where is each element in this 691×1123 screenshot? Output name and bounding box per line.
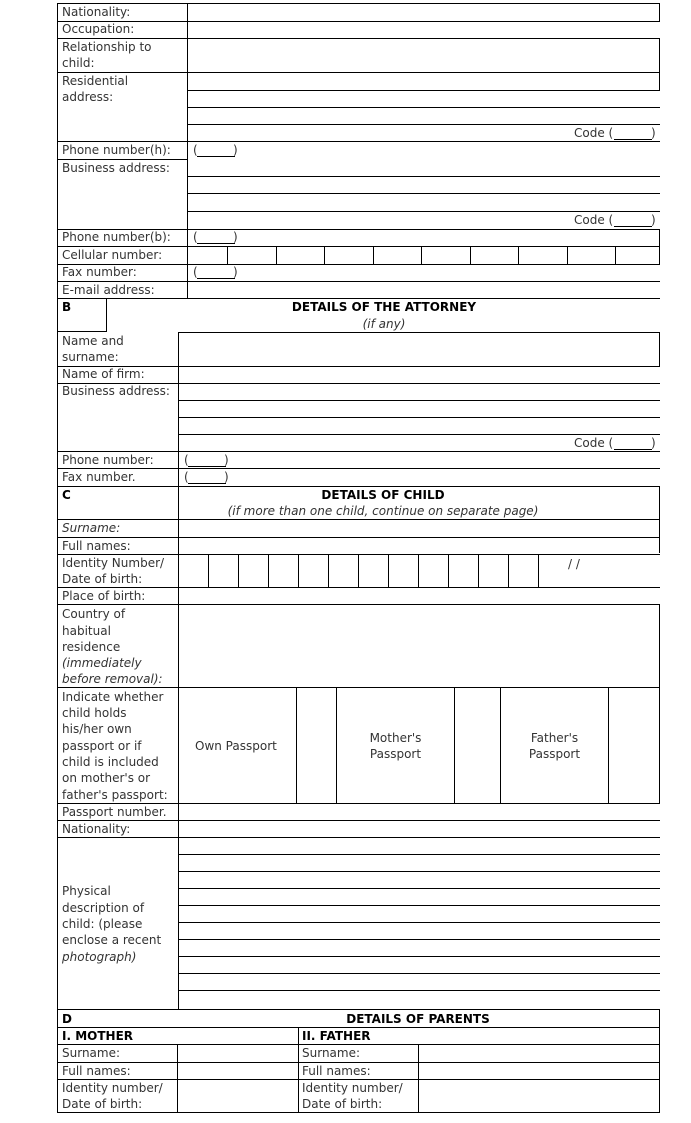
- mother-surname-label: Surname:: [62, 1046, 121, 1060]
- phone-h-label: Phone number(h):: [62, 143, 171, 157]
- father-heading: II. FATHER: [302, 1029, 371, 1043]
- cellular-label: Cellular number:: [62, 248, 163, 262]
- passport-question-3: his/her own: [62, 722, 132, 736]
- passport-question-1: Indicate whether: [62, 690, 164, 704]
- section-d-letter: D: [62, 1012, 72, 1026]
- fathers-passport-label-1: Father's: [530, 731, 579, 745]
- attorney-fax-close: ): [224, 470, 229, 484]
- phone-b-label: Phone number(b):: [62, 230, 171, 244]
- firm-label: Name of firm:: [62, 367, 145, 381]
- mother-id-label-1: Identity number/: [62, 1081, 163, 1095]
- fax-close: ): [233, 265, 238, 279]
- attorney-code-close: ): [651, 436, 656, 450]
- passport-question-6: on mother's or: [62, 771, 151, 785]
- father-full-names-label: Full names:: [302, 1064, 371, 1078]
- place-of-birth-label: Place of birth:: [62, 589, 146, 603]
- mothers-passport-label-2: Passport: [369, 747, 422, 761]
- attorney-phone-close: ): [224, 453, 229, 467]
- child-surname-label: Surname:: [62, 521, 121, 535]
- section-d-title: DETAILS OF PARENTS: [346, 1012, 490, 1026]
- father-id-label-2: Date of birth:: [302, 1097, 383, 1111]
- attorney-business-label: Business address:: [62, 384, 170, 398]
- child-id-label-1: Identity Number/: [62, 556, 165, 570]
- child-id-label-2: Date of birth:: [62, 572, 143, 586]
- attorney-fax-label: Fax number.: [62, 470, 136, 484]
- passport-number-label: Passport number.: [62, 805, 167, 819]
- residential-label-1: Residential: [62, 74, 129, 88]
- physical-description-4: enclose a recent: [62, 933, 162, 947]
- section-b-subtitle: (if any): [362, 317, 406, 331]
- country-label-1: Country of: [62, 607, 126, 621]
- physical-description-3: child: (please: [62, 917, 143, 931]
- physical-description-note: photograph): [62, 950, 137, 964]
- mothers-passport-label-1: Mother's: [369, 731, 422, 745]
- passport-question-4: passport or if: [62, 739, 142, 753]
- mother-full-names-label: Full names:: [62, 1064, 131, 1078]
- relationship-label-2: child:: [62, 56, 95, 70]
- business-address-label: Business address:: [62, 161, 170, 175]
- business-code-label: Code (: [574, 213, 614, 227]
- attorney-phone-open: (: [184, 453, 189, 467]
- section-b-title: DETAILS OF THE ATTORNEY: [291, 300, 477, 314]
- attorney-fax-open: (: [184, 470, 189, 484]
- physical-description-1: Physical: [62, 884, 111, 898]
- country-label-3: residence: [62, 640, 121, 654]
- residential-code-label: Code (: [574, 126, 614, 140]
- email-label: E-mail address:: [62, 283, 155, 297]
- own-passport-label: Own Passport: [195, 739, 277, 753]
- attorney-name-label-2: surname:: [62, 350, 119, 364]
- phone-h-close: ): [233, 143, 238, 157]
- country-label-2: habitual: [62, 624, 111, 638]
- attorney-code-label: Code (: [574, 436, 614, 450]
- section-b-letter: B: [62, 300, 72, 314]
- passport-question-7: father's passport:: [62, 788, 168, 802]
- physical-description-2: description of: [62, 901, 145, 915]
- father-surname-label: Surname:: [302, 1046, 361, 1060]
- fax-open: (: [193, 265, 198, 279]
- section-c-subtitle: (if more than one child, continue on separate page): [227, 504, 539, 518]
- child-dob-separators: / /: [568, 557, 580, 571]
- child-nationality-label: Nationality:: [62, 822, 131, 836]
- passport-question-2: child holds: [62, 706, 127, 720]
- occupation-label: Occupation:: [62, 22, 135, 36]
- passport-question-5: child is included: [62, 755, 159, 769]
- attorney-name-label-1: Name and: [62, 334, 124, 348]
- section-c-letter: C: [62, 488, 71, 502]
- phone-b-open: (: [193, 230, 198, 244]
- mother-heading: I. MOTHER: [62, 1029, 134, 1043]
- country-note-1: (immediately: [62, 656, 142, 670]
- phone-h-open: (: [193, 143, 198, 157]
- phone-b-close: ): [233, 230, 238, 244]
- nationality-label: Nationality:: [62, 5, 131, 19]
- section-c-title: DETAILS OF CHILD: [321, 488, 445, 502]
- relationship-label-1: Relationship to: [62, 40, 152, 54]
- father-id-label-1: Identity number/: [302, 1081, 403, 1095]
- attorney-phone-label: Phone number:: [62, 453, 154, 467]
- child-full-names-label: Full names:: [62, 539, 131, 553]
- mother-id-label-2: Date of birth:: [62, 1097, 143, 1111]
- fax-label: Fax number:: [62, 265, 137, 279]
- fathers-passport-label-2: Passport: [528, 747, 581, 761]
- business-code-close: ): [651, 213, 656, 227]
- country-note-2: before removal):: [62, 672, 163, 686]
- residential-label-2: address:: [62, 90, 114, 104]
- residential-code-close: ): [651, 126, 656, 140]
